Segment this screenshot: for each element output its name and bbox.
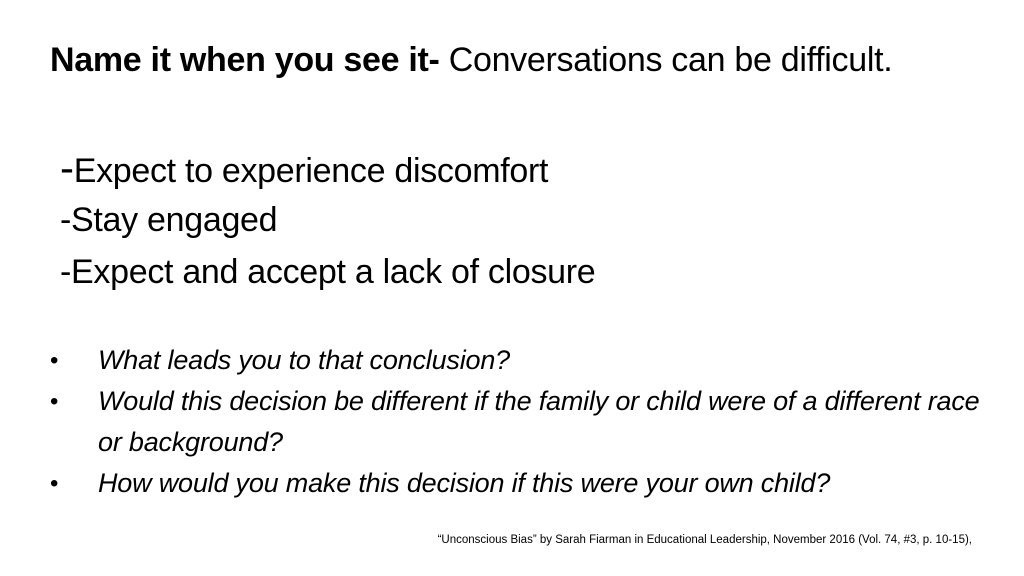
bullet-icon: • [50,388,59,415]
bullet-icon: • [50,347,59,374]
slide-heading [50,36,970,84]
question-text: How would you make this decision if this were your own child? [98,468,831,498]
dash-item-discomfort [60,144,549,191]
dash-marker: - [60,253,72,291]
citation-footnote: “Unconscious Bias” by Sarah Fiarman in Educational Leadership, November 2016 (Vol. 74, #3, p. 10-15), [437,534,972,546]
dash-item-engaged [60,200,277,240]
heading-bold-text: Name it when you see it- [50,41,440,79]
dash-marker: - [60,144,74,191]
list-item [50,463,980,504]
question-text: Would this decision be different if the family or child were of a different race or background? [98,386,980,457]
dash-item-text: Expect to experience discomfort [73,152,549,190]
dash-item-closure [60,252,595,292]
list-item [50,340,980,381]
heading-text: Conversations can be difficult. [439,41,893,79]
dash-marker: - [60,201,72,239]
dash-item-text: Stay engaged [71,201,278,239]
list-item [50,381,980,463]
dash-item-text: Expect and accept a lack of closure [71,253,596,291]
bullet-icon: • [50,470,59,497]
question-list [50,340,980,504]
question-text: What leads you to that conclusion? [98,345,510,375]
